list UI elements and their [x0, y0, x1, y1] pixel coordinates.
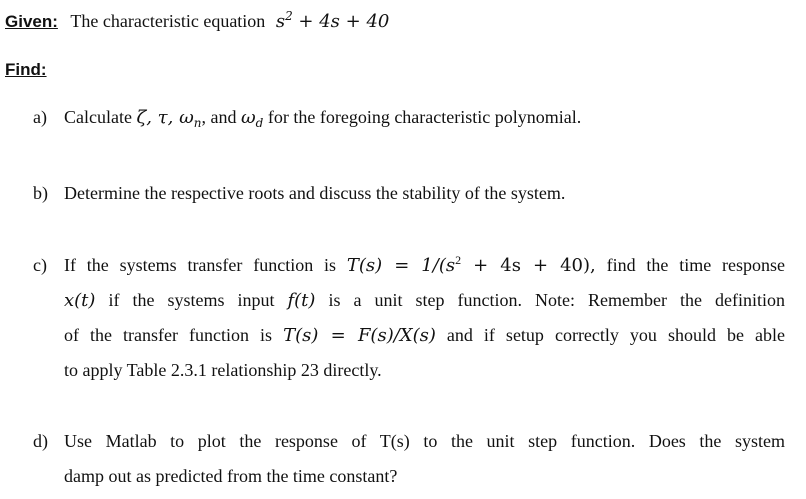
question-c-label: c): [33, 255, 47, 275]
characteristic-equation: $s^2 + 4s + 40$: [275, 9, 390, 32]
question-a-label: a): [33, 107, 47, 127]
given-line: [5, 10, 389, 33]
question-c-text-3: of the transfer function is T(s) = F(s)/X(s) and if setup correctly you should be able: [64, 325, 785, 346]
question-c-text-4: to apply Table 2.3.1 relationship 23 directly.: [64, 360, 382, 380]
question-d-text-1: Use Matlab to plot the response of T(s) to the unit step function. Does the system: [64, 431, 785, 451]
question-b-text: Determine the respective roots and discuss the stability of the system.: [64, 183, 566, 203]
question-d-text-2: damp out as predicted from the time constant?: [64, 466, 398, 486]
question-c-text-1: If the systems transfer function is $T(s) = 1/(s^2 + 4s + 40)$, find the time response: [64, 253, 785, 276]
question-b-label: b): [33, 183, 48, 203]
question-a-text: Calculate ζ, τ, $\omega_n$, and $\omega_d$ for the foregoing characteristic polynomial.: [64, 107, 582, 130]
given-label: Given:: [5, 12, 58, 31]
question-d-label: d): [33, 431, 48, 451]
given-text: The characteristic equation: [70, 11, 266, 31]
question-c-text-2: x(t) if the systems input f(t) is a unit step function. Note: Remember the definition: [64, 290, 785, 311]
find-label: Find:: [5, 60, 47, 79]
find-line: [5, 58, 47, 81]
